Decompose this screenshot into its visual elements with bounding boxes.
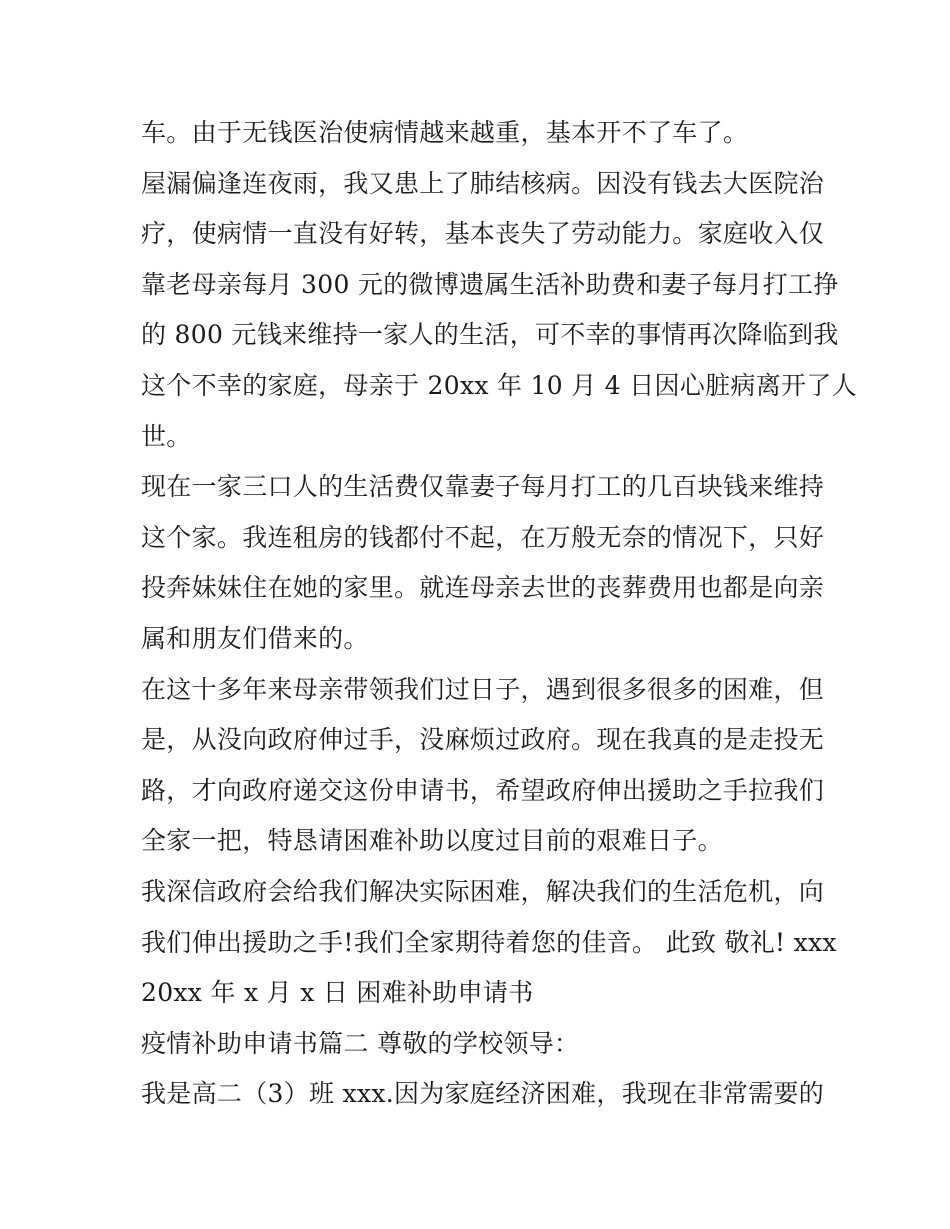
body-line-19: 疫情补助申请书篇二 尊敬的学校领导： [141,1028,580,1058]
document-body [141,108,857,1120]
body-line-13: 是，从没向政府伸过手，没麻烦过政府。现在我真的是走投无 [141,725,825,755]
body-line-2: 屋漏偏逢连夜雨，我又患上了肺结核病。因没有钱去大医院治 [141,168,825,198]
body-line-12: 在这十多年来母亲带领我们过日子，遇到很多很多的困难，但 [141,674,825,704]
body-line-5: 的 800 元钱来维持一家人的生活，可不幸的事情再次降临到我 [141,320,839,350]
body-line-18: 20xx 年 x 月 x 日 困难补助申请书 [141,978,534,1008]
body-line-14: 路，才向政府递交这份申请书，希望政府伸出援助之手拉我们 [141,775,825,805]
body-line-4: 靠老母亲每月 300 元的微博遗属生活补助费和妻子每月打工挣 [141,269,839,299]
body-line-16: 我深信政府会给我们解决实际困难，解决我们的生活危机，向 [141,876,825,906]
body-line-20: 我是高二（3）班 xxx.因为家庭经济困难，我现在非常需要的 [141,1079,825,1109]
body-line-1: 车。由于无钱医治使病情越来越重，基本开不了车了。 [141,118,749,147]
body-line-17: 我们伸出援助之手!我们全家期待着您的佳音。 此致 敬礼! xxx [141,927,837,957]
body-line-9: 这个家。我连租房的钱都付不起，在万般无奈的情况下，只好 [141,522,825,552]
body-line-11: 属和朋友们借来的。 [141,623,369,653]
body-line-7: 世。 [141,421,192,451]
body-line-3: 疗，使病情一直没有好转，基本丧失了劳动能力。家庭收入仅 [141,219,825,249]
body-line-10: 投奔妹妹住在她的家里。就连母亲去世的丧葬费用也都是向亲 [141,573,825,603]
body-line-8: 现在一家三口人的生活费仅靠妻子每月打工的几百块钱来维持 [141,472,825,502]
body-line-6: 这个不幸的家庭，母亲于 20xx 年 10 月 4 日因心脏病离开了人 [141,370,857,400]
body-line-15: 全家一把，特恳请困难补助以度过目前的艰难日子。 [141,826,723,856]
